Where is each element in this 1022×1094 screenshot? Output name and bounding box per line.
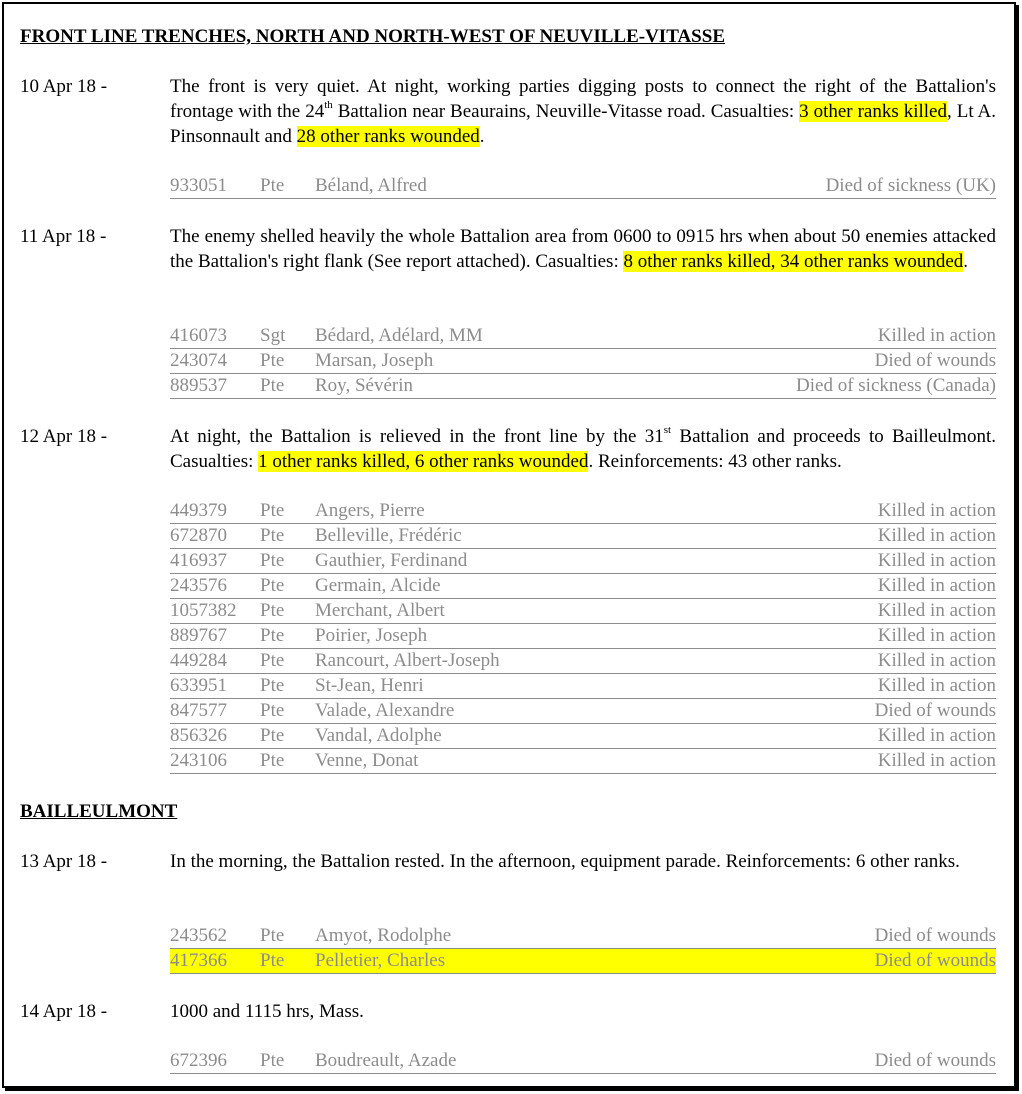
entry-date: 10 Apr 18 - [20,76,108,97]
highlight-killed: 3 other ranks killed [799,101,947,122]
casualty-row: 856326 Pte Vandal, Adolphe Killed in action [170,724,996,749]
section-heading-neuville-vitasse: FRONT LINE TRENCHES, NORTH AND NORTH-WEST OF NEUVILLE-VITASSE [20,26,725,47]
casualty-row: 449379 Pte Angers, Pierre Killed in action [170,499,996,524]
entry-date: 12 Apr 18 - [20,426,108,447]
highlight-casualties: 1 other ranks killed, 6 other ranks wounded [258,451,589,472]
casualty-row: 243106 Pte Venne, Donat Killed in action [170,749,996,774]
casualty-row: 416937 Pte Gauthier, Ferdinand Killed in action [170,549,996,574]
casualty-row: 1057382 Pte Merchant, Albert Killed in action [170,599,996,624]
entry-text: 1000 and 1115 hrs, Mass. [170,1001,364,1022]
highlight-casualties: 8 other ranks killed, 34 other ranks wounded [623,251,964,272]
casualty-row: 416073 Sgt Bédard, Adélard, MM Killed in action [170,324,996,349]
casualty-row: 243562 Pte Amyot, Rodolphe Died of wounds [170,924,996,949]
casualty-row: 847577 Pte Valade, Alexandre Died of wounds [170,699,996,724]
entry-text: At night, the Battalion is relieved in the front line by the 31st Battalion and proceeds to Bailleulmont. Casualties: 1 other ranks killed, 6 other ranks wounded. Reinforcements: 43 other ranks. [170,423,996,472]
casualty-row: 243576 Pte Germain, Alcide Killed in action [170,574,996,599]
casualty-row: 889767 Pte Poirier, Joseph Killed in action [170,624,996,649]
casualty-row: 449284 Pte Rancourt, Albert-Joseph Killed in action [170,649,996,674]
casualty-row: 672396 Pte Boudreault, Azade Died of wounds [170,1049,996,1074]
casualty-row-highlighted: 417366 Pte Pelletier, Charles Died of wounds [170,949,996,974]
section-heading-bailleulmont: BAILLEULMONT [20,801,178,822]
entry-date: 14 Apr 18 - [20,1001,108,1022]
highlight-wounded: 28 other ranks wounded [296,126,480,147]
entry-date: 11 Apr 18 - [20,226,107,247]
casualty-row: 672870 Pte Belleville, Frédéric Killed in action [170,524,996,549]
casualty-row: 889537 Pte Roy, Sévérin Died of sickness (Canada) [170,374,996,399]
casualty-row: 633951 Pte St-Jean, Henri Killed in action [170,674,996,699]
entry-text: The front is very quiet. At night, working parties digging posts to connect the right of the Battalion's frontage with the 24th Battalion near Beaurains, Neuville-Vitasse road. Casualties: 3 other ranks killed, Lt A. Pinsonnault and 28 other ranks wounded. [170,76,997,147]
casualty-row: 933051 Pte Béland, Alfred Died of sickness (UK) [170,174,996,199]
entry-text: The enemy shelled heavily the whole Battalion area from 0600 to 0915 hrs when about 50 enemies attacked the Battalion's right flank (See report attached). Casualties: 8 other ranks killed, 34 other ranks wounded. [170,226,996,272]
casualty-row: 243074 Pte Marsan, Joseph Died of wounds [170,349,996,374]
entry-date: 13 Apr 18 - [20,851,108,872]
entry-text: In the morning, the Battalion rested. In the afternoon, equipment parade. Reinforcements: 6 other ranks. [170,851,960,872]
